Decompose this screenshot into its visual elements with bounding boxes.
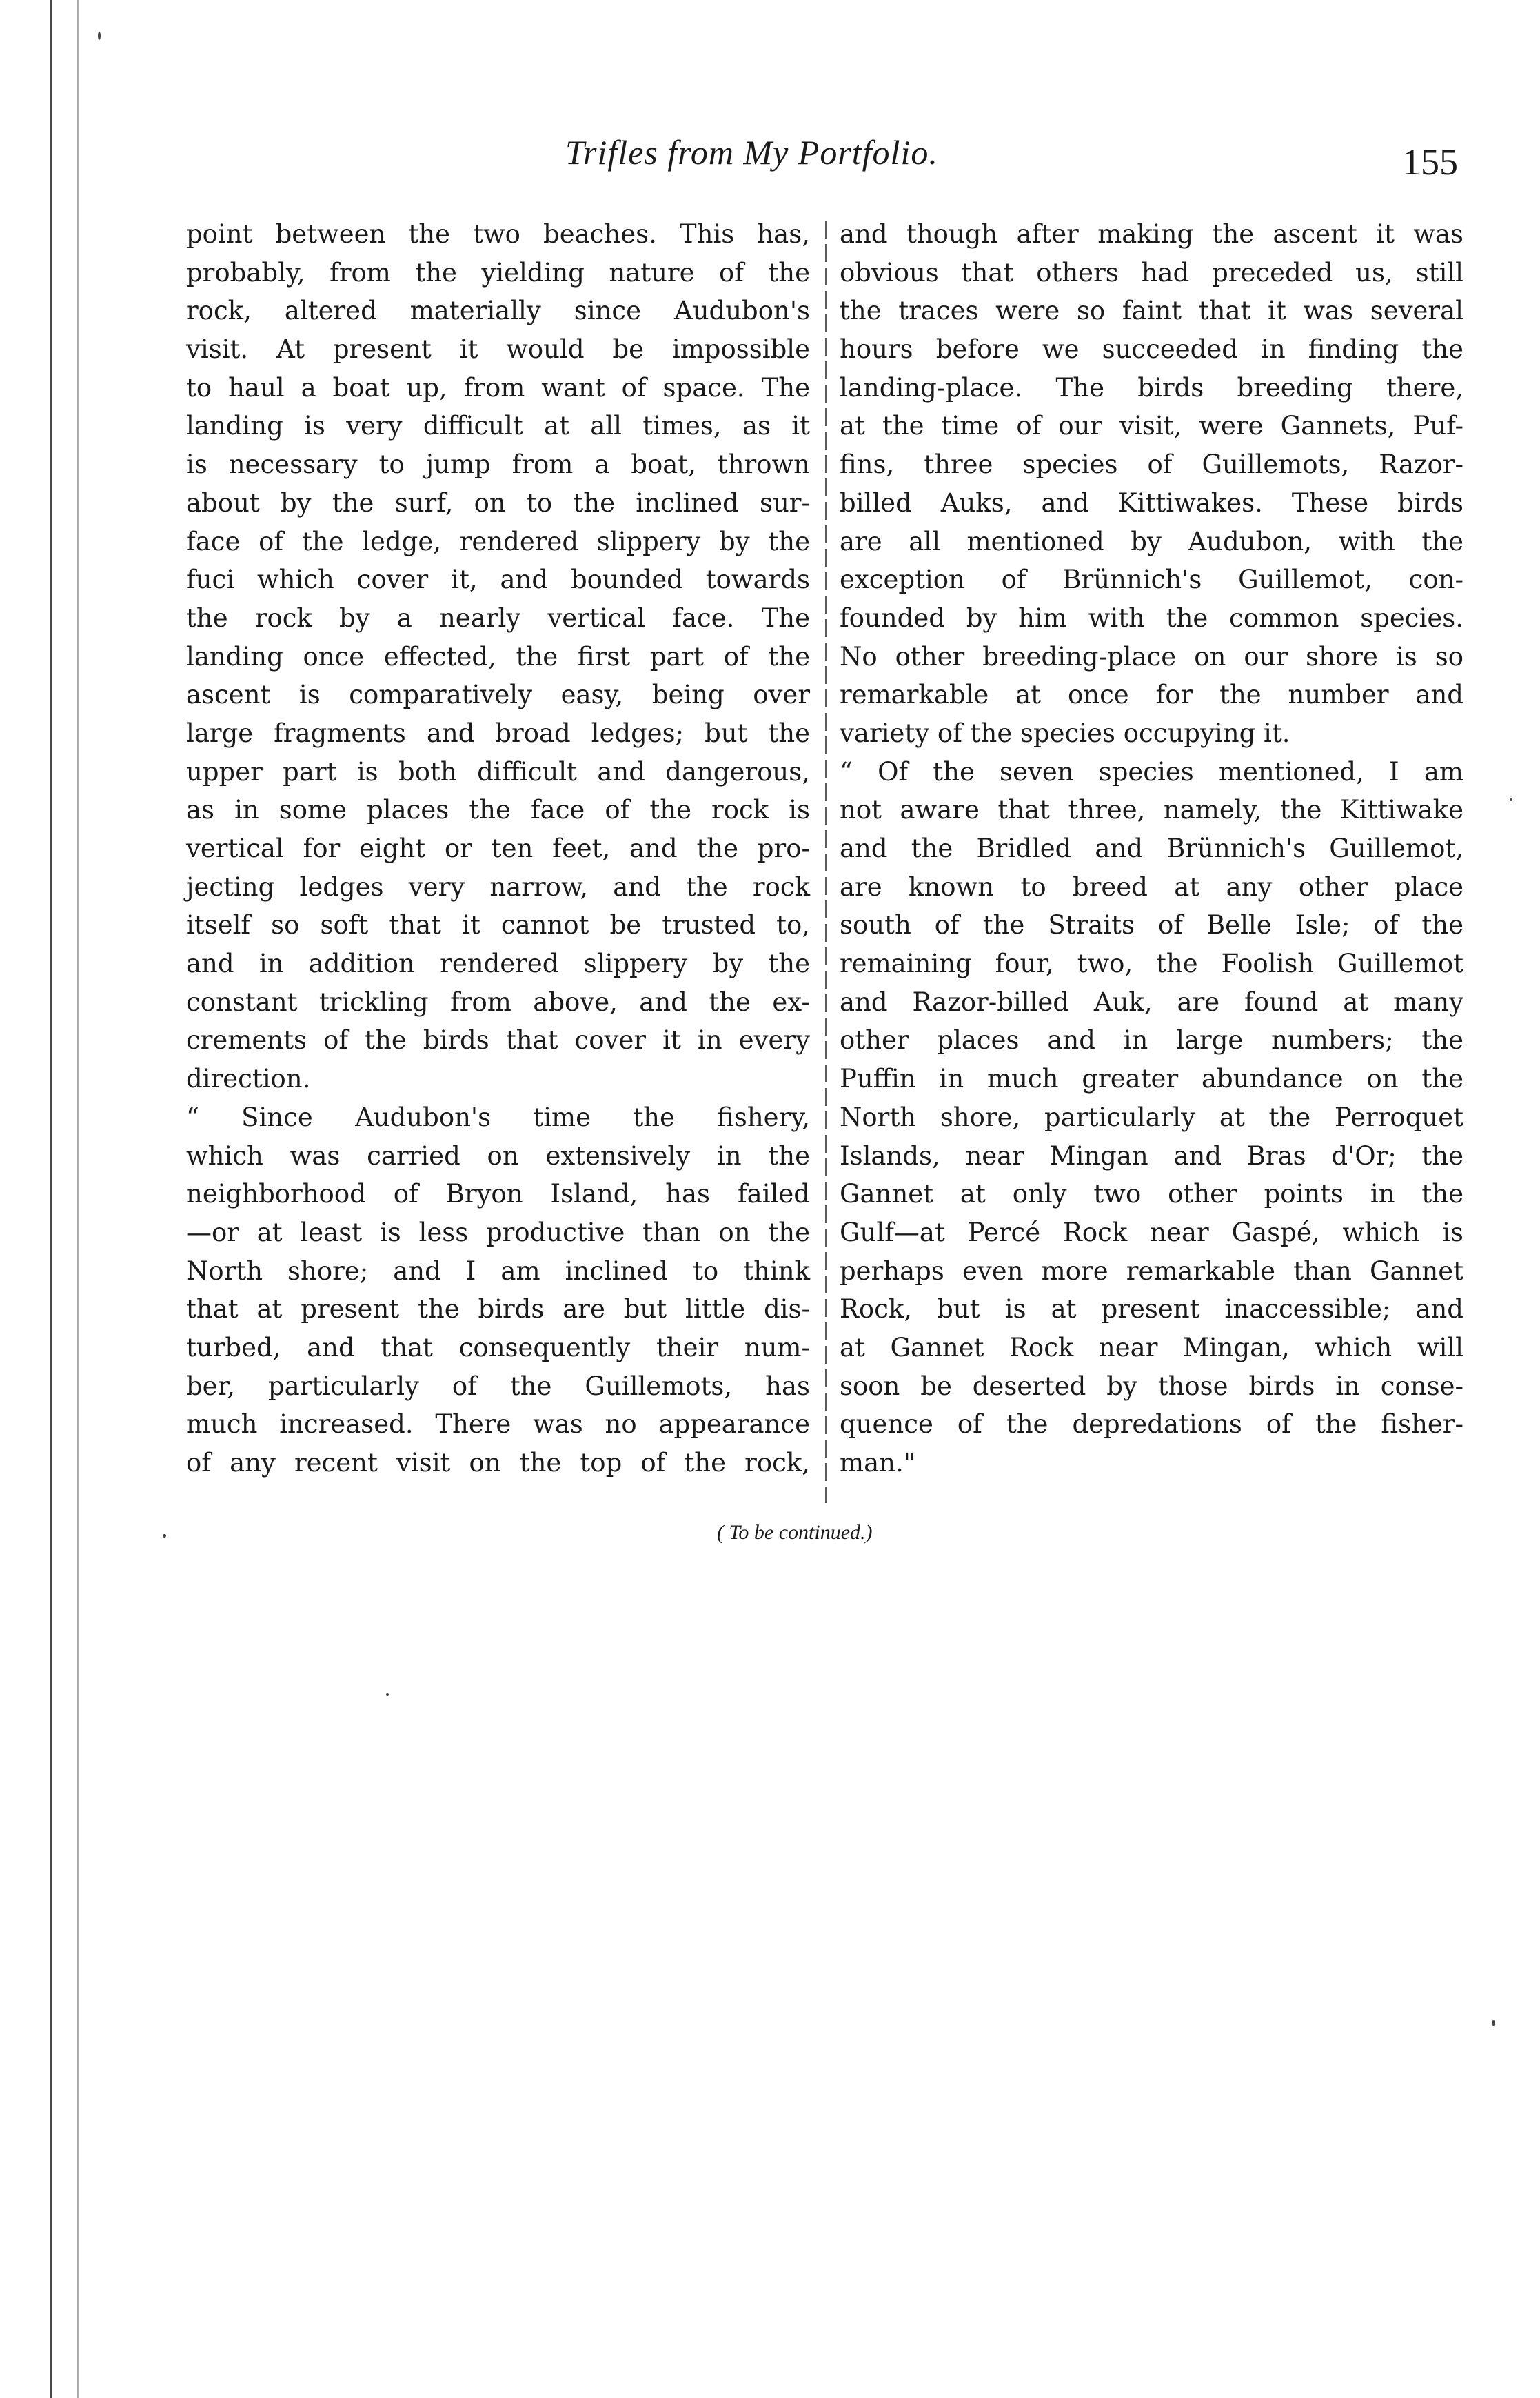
text-line: constant trickling from above, and the ex- (186, 987, 810, 1017)
text-line: crements of the birds that cover it in every (186, 1025, 810, 1056)
text-line: “ Since Audubon's time the fishery, (186, 1102, 810, 1132)
text-line: landing is very difficult at all times, as it (186, 411, 810, 441)
text-line: the rock by a nearly vertical face. The (186, 603, 810, 633)
text-line: ascent is comparatively easy, being over (186, 680, 810, 710)
text-line: and Razor-billed Auk, are found at many (840, 987, 1463, 1017)
text-line: as in some places the face of the rock is (186, 795, 810, 825)
text-line: fins, three species of Guillemots, Razor- (840, 450, 1463, 480)
text-line: ber, particularly of the Guillemots, has (186, 1371, 810, 1401)
text-line: is necessary to jump from a boat, thrown (186, 450, 810, 480)
text-line: Rock, but is at present inaccessible; and (840, 1294, 1463, 1324)
print-speck (163, 1534, 166, 1538)
right-column (840, 215, 1463, 1482)
text-line: No other breeding-place on our shore is so (840, 641, 1463, 672)
text-line: and the Bridled and Brünnich's Guillemot, (840, 834, 1463, 863)
text-line: much increased. There was no appearance (186, 1409, 810, 1440)
text-line: fuci which cover it, and bounded towards (186, 565, 810, 595)
binding-edge-shadow (50, 0, 52, 2398)
text-line: other places and in large numbers; the (840, 1025, 1463, 1056)
column-divider (825, 221, 827, 1503)
left-column (186, 215, 810, 1482)
text-line: landing once effected, the first part of the (186, 641, 810, 672)
print-speck (98, 32, 101, 40)
text-line: upper part is both difficult and dangerous, (186, 756, 810, 787)
text-line: vertical for eight or ten feet, and the pro- (186, 834, 810, 863)
text-line: Puffin in much greater abundance on the (840, 1064, 1463, 1094)
text-line: obvious that others had preceded us, still (840, 257, 1463, 288)
text-line: perhaps even more remarkable than Gannet (840, 1256, 1463, 1286)
text-line: the traces were so faint that it was several (840, 296, 1463, 326)
text-line: —or at least is less productive than on the (186, 1217, 810, 1247)
text-line: remaining four, two, the Foolish Guillemot (840, 949, 1463, 979)
text-line: of any recent visit on the top of the rock, (186, 1448, 810, 1478)
text-line: rock, altered materially since Audubon's (186, 296, 810, 326)
text-line: about by the surf, on to the inclined sur- (186, 487, 810, 518)
text-line: at Gannet Rock near Mingan, which will (840, 1332, 1463, 1362)
text-line: “ Of the seven species mentioned, I am (840, 756, 1463, 787)
text-line: exception of Brünnich's Guillemot, con- (840, 565, 1463, 595)
text-line: variety of the species occupying it. (840, 718, 1290, 748)
text-line: are all mentioned by Audubon, with the (840, 526, 1463, 556)
text-line: Gulf—at Percé Rock near Gaspé, which is (840, 1217, 1463, 1247)
text-line: hours before we succeeded in finding the (840, 334, 1463, 365)
text-line: Gannet at only two other points in the (840, 1179, 1463, 1209)
text-line: itself so soft that it cannot be trusted to, (186, 910, 810, 940)
text-line: not aware that three, namely, the Kittiwake (840, 795, 1463, 825)
binding-edge-line (77, 0, 79, 2398)
print-speck (1492, 2020, 1495, 2026)
text-line: North shore, particularly at the Perroquet (840, 1102, 1463, 1132)
text-line: North shore; and I am inclined to think (186, 1256, 810, 1286)
print-speck (1510, 798, 1512, 801)
text-line: man." (840, 1448, 915, 1478)
text-line: soon be deserted by those birds in conse- (840, 1371, 1463, 1401)
text-line: remarkable at once for the number and (840, 680, 1463, 710)
text-line: direction. (186, 1064, 311, 1094)
text-line: Islands, near Mingan and Bras d'Or; the (840, 1140, 1463, 1171)
text-line: quence of the depredations of the fisher- (840, 1409, 1463, 1440)
text-line: founded by him with the common species. (840, 603, 1463, 633)
text-line: at the time of our visit, were Gannets, Puf- (840, 411, 1463, 441)
text-line: visit. At present it would be impossible (186, 334, 810, 365)
text-line: large fragments and broad ledges; but the (186, 718, 810, 748)
running-title: Trifles from My Portfolio. (565, 133, 938, 172)
text-line: that at present the birds are but little dis- (186, 1294, 810, 1324)
text-line: to haul a boat up, from want of space. The (186, 372, 810, 403)
print-speck (386, 1693, 389, 1696)
text-line: face of the ledge, rendered slippery by the (186, 526, 810, 556)
text-line: south of the Straits of Belle Isle; of the (840, 910, 1463, 940)
text-line: turbed, and that consequently their num- (186, 1332, 810, 1362)
text-line: which was carried on extensively in the (186, 1140, 810, 1171)
text-line: probably, from the yielding nature of the (186, 257, 810, 288)
text-line: landing-place. The birds breeding there, (840, 372, 1463, 403)
text-line: and in addition rendered slippery by the (186, 949, 810, 979)
text-line: jecting ledges very narrow, and the rock (186, 871, 810, 902)
text-line: point between the two beaches. This has, (186, 219, 810, 249)
text-line: neighborhood of Bryon Island, has failed (186, 1179, 810, 1209)
text-line: are known to breed at any other place (840, 871, 1463, 902)
page-number: 155 (1402, 141, 1458, 183)
text-line: billed Auks, and Kittiwakes. These birds (840, 487, 1463, 518)
continued-note: ( To be continued.) (717, 1521, 873, 1544)
text-line: and though after making the ascent it was (840, 219, 1463, 249)
